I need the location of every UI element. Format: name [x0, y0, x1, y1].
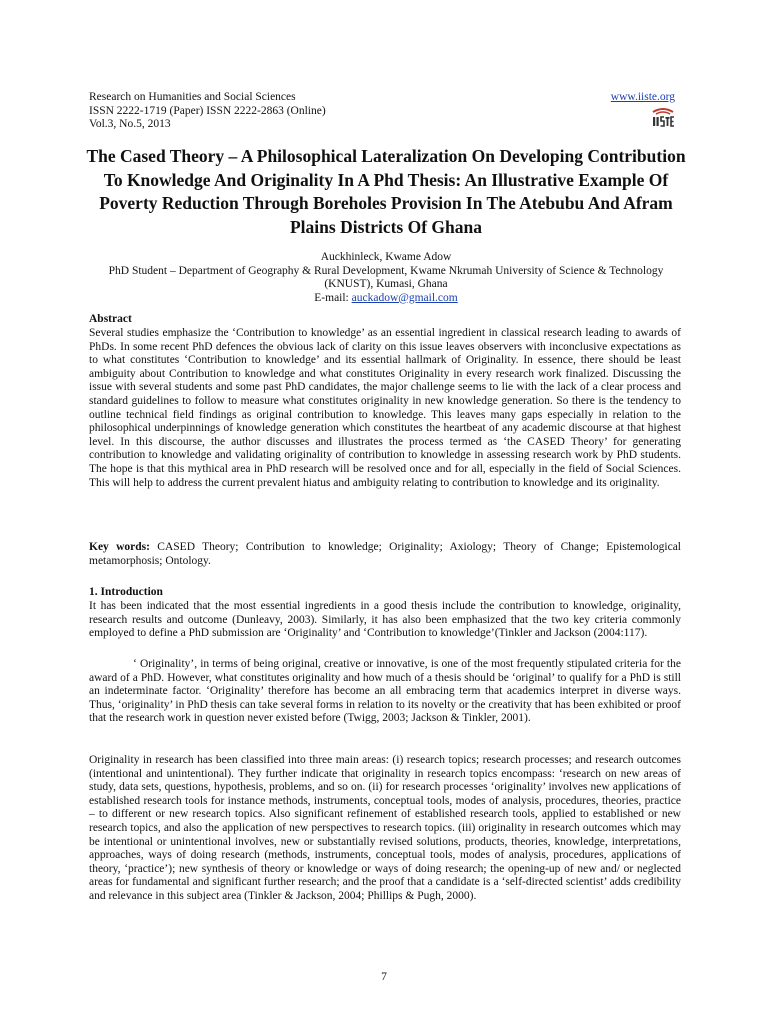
- page-number: 7: [381, 971, 387, 983]
- iiste-logo-icon: [650, 106, 676, 128]
- author-name: Auckhinleck, Kwame Adow: [320, 251, 452, 263]
- journal-name: Research on Humanities and Social Sciences: [89, 91, 296, 103]
- journal-issn: ISSN 2222-1719 (Paper) ISSN 2222-2863 (Online): [89, 104, 326, 117]
- abstract-heading: Abstract: [89, 313, 132, 325]
- abstract-text: Several studies emphasize the ‘Contribution to knowledge’ as an essential ingredient in classical research leading to awards of PhDs. In some recent PhD defences the obvious lack of clarity on this issue leaves observers with inconclusive expectations as to what constitutes ‘Contribution to knowledge’ and its essential hallmark of Originality. In essence, there should be least ambiguity about Contribution to knowledge and what constitutes Originality in every research work finalized. Discussing the issue with several students and some past PhD candidates, the major challenge seems to lie with the lack of a clear process and standard guidelines to follow to measure what constitutes originality in new knowledge generation. So there is the tendency to outline technical field findings as original contribution to knowledge. This leaves many gaps especially in relation to the philosophical underpinnings of knowledge generation which constitutes the heartbeat of any academic discourse at that highest level. In this discourse, the author discusses and illustrates the process termed as ‘the CASED Theory’ for generating contribution to knowledge and validating originality of contribution to knowledge in assessing research work by PhD students. The hope is that this mythical area in PhD research will be resolved once and for all, especially in the field of Social Sciences. This will help to address the current prevalent hiatus and ambiguity relating to contribution to knowledge and its originality.: [89, 327, 681, 489]
- introduction-paragraph-1: It has been indicated that the most essential ingredients in a good thesis include the contribution to knowledge, originality, research results and outcome (Dunleavy, 2003). Similarly, it has also been emphasized that the two key criteria commonly employed to define a PhD submission are ‘Originality’ and ‘Contribution to knowledge’(Tinkler and Jackson (2004:117).: [89, 600, 681, 640]
- author-email-line: [89, 292, 683, 306]
- author-affiliation: PhD Student – Department of Geography & Rural Development, Kwame Nkrumah University of Science & Technology (KNUST), Kumasi, Ghana: [108, 264, 664, 291]
- introduction-paragraph-2: ‘ Originality’, in terms of being original, creative or innovative, is one of the most frequently stipulated criteria for the award of a PhD. However, what constitutes originality and how much of a thesis should be ‘original’ to qualify for a PhD is still an indeterminate factor. ‘Originality’ therefore has become an all embracing term that academics interpret in diverse ways. Thus, ‘originality’ in PhD thesis can take several forms in relation to its novelty or the creativity that has been exhibited or proof that the research work in question never existed before (Twigg, 2003; Jackson & Tinkler, 2001).: [89, 658, 681, 725]
- keywords-label: Key words:: [89, 541, 158, 553]
- journal-volume: Vol.3, No.5, 2013: [89, 118, 171, 131]
- email-label: E-mail:: [314, 291, 352, 304]
- author-block: [89, 251, 683, 305]
- email-link[interactable]: auckadow@gmail.com: [351, 291, 458, 304]
- introduction-paragraph-3: Originality in research has been classified into three main areas: (i) research topics; research processes; and research outcomes (intentional and unintentional). They further indicate that originality in research topics encompass: ‘research on new areas of study, data sets, questions, hypothesis, problems, and so on. (ii) for research processes ‘originality’ involves new applications of established research tools for instance methods, instruments, conceptual tools, modes of analysis, procedures, theories, practice – to different or new research topics. Also significant refinement of established research tools, applied to established or new research topics, and also the application of new perspectives to research topics. (iii) originality in research outcomes which may be intentional or unintentional involves, new or substantially revised solutions, products, theories, knowledge, interpretations, approaches, ways of doing research (methods, instruments, conceptual tools, modes of analysis, procedures, applications of theory, ‘practice’); new synthesis of theory or knowledge or ways of doing research; the opening-up of new and/ or neglected areas for fundamental and significant further research; and the proof that a candidate is a ‘self-directed scientist’ adds credibility and relevance in this subject area (Tinkler & Jackson, 2004; Phillips & Pugh, 2000).: [89, 754, 681, 902]
- introduction-heading: 1. Introduction: [89, 586, 163, 598]
- website-link[interactable]: www.iiste.org: [610, 91, 675, 103]
- keywords: [89, 541, 681, 568]
- journal-info: [89, 91, 326, 132]
- keywords-text: CASED Theory; Contribution to knowledge; Originality; Axiology; Theory of Change; Epistemological metamorphosis; Ontology.: [89, 541, 681, 567]
- paper-title: The Cased Theory – A Philosophical Lateralization On Developing Contribution To Knowledge And Originality In A Phd Thesis: An Illustrative Example Of Poverty Reduction Through Boreholes Provision In The Atebubu And Afram Plains Districts Of Ghana: [86, 146, 686, 237]
